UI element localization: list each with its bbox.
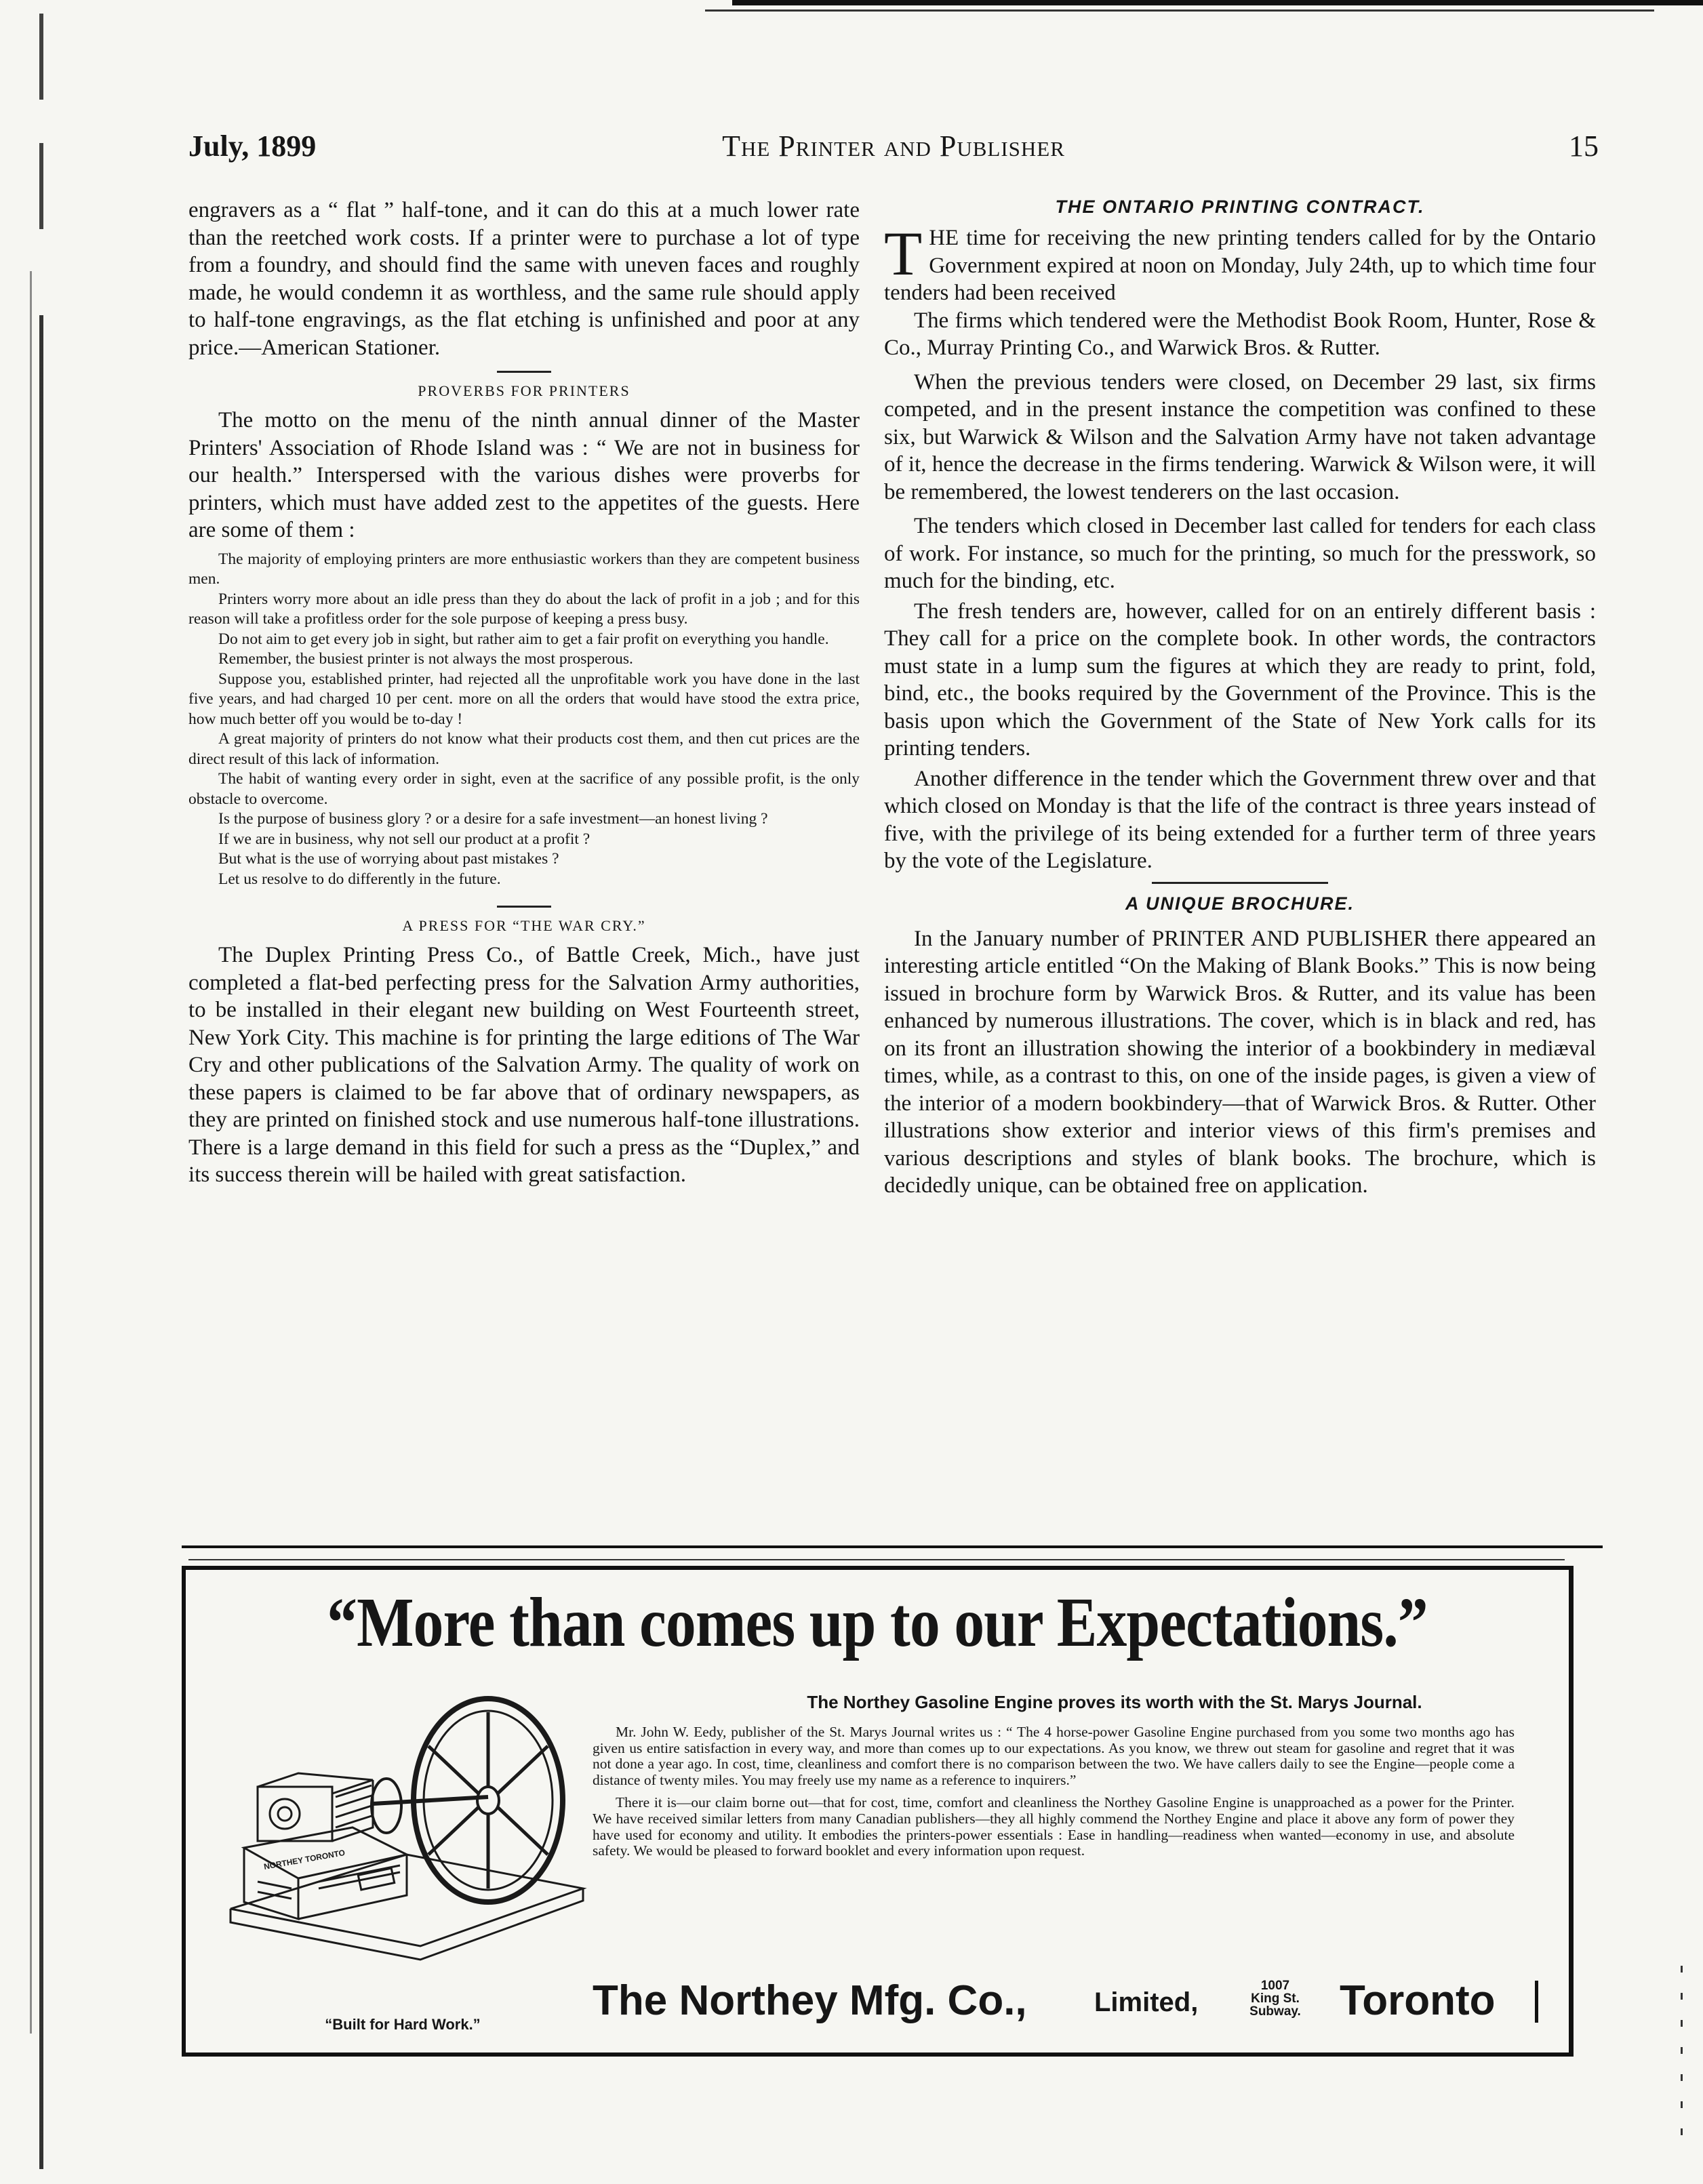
proverb-item: The majority of employing printers are more enthusiastic workers than they are competent business men. — [188, 550, 860, 588]
brochure-paragraph: In the January number of PRINTER AND PUBLISHER there appeared an interesting article entitled “On the Making of Blank Books.” This is now being issued in brochure form by Warwick Bros. & Rutter, and its value has been enhanced by numerous illustrations. The cover, which is in black and red, has on its front an illustration showing the interior of a bookbindery in mediæval times, while, as a contrast to this, on one of the inside pages, is given a view of the interior of a modern bookbindery—that of Warwick Bros. & Rutter. Other illustrations show exterior and interior views of this firm's premises and various descriptions and styles of blank books. The brochure, which is decidedly unique, can be obtained free on application. — [884, 926, 1596, 1198]
war-cry-heading: A PRESS FOR “THE WAR CRY.” — [402, 917, 646, 934]
proverb-item: Is the purpose of business glory ? or a desire for a safe investment—an honest living ? — [218, 810, 768, 828]
ontario-first-text: HE time for receiving the new printing tenders called for by the Ontario Government expired at noon on Monday, July 24th, up to which time four tenders had been received — [884, 226, 1596, 305]
company-name: The Northey Mfg. Co., — [593, 1977, 1027, 2024]
ad-top-rule — [188, 1559, 1565, 1560]
address-number: 1007 — [1260, 1979, 1290, 1993]
section-divider — [497, 906, 551, 908]
brochure-heading: A UNIQUE BROCHURE. — [1125, 893, 1355, 914]
scan-edge-top-thin — [705, 9, 1654, 12]
ad-copy — [593, 1724, 1515, 1866]
ontario-heading: THE ONTARIO PRINTING CONTRACT. — [1055, 197, 1425, 217]
company-suffix: Limited, — [1094, 1987, 1199, 2017]
proverb-item: A great majority of printers do not know what their products cost them, and then cut prices are the direct result of this lack of information. — [188, 730, 860, 768]
engine-caption: “Built for Hard Work.” — [325, 2016, 481, 2033]
address-street: King St. — [1251, 1991, 1300, 2006]
proverb-item: The habit of wanting every order in sight, even at the sacrifice of any possible profit, is the only obstacle to overcome. — [188, 770, 860, 808]
ontario-paragraph: The tenders which closed in December last called for tenders for each class of work. For instance, so much for the printing, so much for the presswork, so much for the binding, etc. — [884, 514, 1596, 593]
section-divider — [497, 371, 551, 373]
drop-cap: T — [884, 219, 923, 288]
scan-edge-left-thin — [30, 271, 32, 2034]
company-address — [1238, 1979, 1313, 2018]
ontario-paragraph: The firms which tendered were the Methodist Book Room, Hunter, Rose & Co., Murray Printing Co., and Warwick Bros. & Rutter. — [884, 308, 1596, 360]
gasoline-engine-icon — [217, 1685, 597, 1970]
proverb-item: If we are in business, why not sell our product at a profit ? — [218, 830, 590, 848]
ontario-paragraph: When the previous tenders were closed, on December 29 last, six firms competed, and in the present instance the competition was confined to these six, but Warwick & Wilson and the Salvation Army have not taken advantage of it, hence the decrease in the firms tendering. Warwick & Wilson were, it will be remembered, the lowest tenderers on the last occasion. — [884, 369, 1596, 504]
proverb-item: Printers worry more about an idle press than they do about the lack of profit in a job ; and for this reason will take a profitless order for the sole purpose of keeping a press busy. — [188, 590, 860, 628]
proverbs-list — [188, 550, 860, 890]
company-line — [593, 1977, 1555, 2031]
proverb-item: But what is the use of worrying about past mistakes ? — [218, 850, 559, 868]
right-column — [884, 197, 1596, 1200]
scan-edge-right — [1681, 1966, 1683, 2156]
issue-date: July, 1899 — [188, 129, 317, 163]
running-header — [188, 129, 1599, 169]
left-column — [188, 197, 860, 1189]
ad-headline: “More than comes up to our Expectations.” — [327, 1583, 1428, 1661]
proverbs-heading: PROVERBS FOR PRINTERS — [418, 382, 630, 399]
page-divider — [182, 1545, 1603, 1548]
ad-claim: There it is—our claim borne out—that for cost, time, comfort and cleanliness the Northey Gasoline Engine is unapproached as a power for the Printer. We have received similar letters from many Canadian publishers—they all highly commend the Northey Engine and place it above any form of power they have used for economy and utility. It embodies the printers-power essentials : Ease in handling—readiness when wanted—economy in use, and absolute safety. We would be pleased to forward booklet and every information upon request. — [593, 1794, 1515, 1859]
scan-edge-top — [732, 0, 1703, 5]
section-divider — [1152, 882, 1328, 884]
engine-label: NORTHEY TORONTO — [263, 1848, 346, 1872]
page-number: 15 — [1569, 129, 1599, 163]
proverb-item: Let us resolve to do differently in the future. — [218, 870, 501, 888]
engine-nameplate — [263, 1848, 346, 1872]
company-city: Toronto — [1340, 1977, 1496, 2024]
proverb-item: Do not aim to get every job in sight, but rather aim to get a fair profit on everything you handle. — [218, 630, 829, 648]
ad-testimonial: Mr. John W. Eedy, publisher of the St. Marys Journal writes us : “ The 4 horse-power Gasoline Engine purchased from you some two months ago has given us entire satisfaction in every way, and more than comes up to our expectations. As you know, we threw out steam for gasoline and regret that it was not done a year ago. In cost, time, cleanliness and comfort there is no comparison between the two. We have callers daily to see the Engine—people come a distance of twenty miles. You may freely use my name as a reference to inquirers.” — [593, 1724, 1515, 1788]
ontario-first-paragraph — [884, 219, 1596, 307]
ad-end-bar — [1535, 1981, 1538, 2023]
publication-title: The Printer and Publisher — [722, 129, 1065, 163]
ontario-paragraph: The fresh tenders are, however, called for on an entirely different basis : They call for a price on the complete book. In other words, the contractors must state in a lump sum the figures at which they are ready to print, fold, bind, etc., the books required by the Government of the Province. This is the basis upon which the Government of the State of New York calls for its printing tenders. — [884, 599, 1596, 761]
proverb-item: Suppose you, established printer, had rejected all the unprofitable work you have done in the last five years, and had charged 10 per cent. more on all the orders that would have stood the extra price, how much better off you would be to-day ! — [188, 670, 860, 728]
northey-advertisement — [182, 1566, 1574, 2057]
war-cry-paragraph: The Duplex Printing Press Co., of Battle Creek, Mich., have just completed a flat-bed perfecting press for the Salvation Army authorities, to be installed in their elegant new building on West Fourteenth street, New York City. This machine is for printing the large editions of The War Cry and other publications of the Salvation Army. The quality of work on these papers is claimed to be far above that of ordinary newspapers, as they are printed on finished stock and use numerous half-tone illustrations. There is a large demand in this field for such a press as the “Duplex,” and its success therein will be hailed with great satisfaction. — [188, 943, 860, 1187]
proverbs-intro: The motto on the menu of the ninth annual dinner of the Master Printers' Association of Rhode Island was : “ We are not in business for our health.” Interspersed with the various dishes were proverbs for printers, which must have added zest to the appetites of the guests. Here are some of them : — [188, 408, 860, 542]
address-subway: Subway. — [1249, 2004, 1301, 2019]
ontario-paragraph: Another difference in the tender which the Government threw over and that which closed on Monday is that the life of the contract is three years instead of five, with the privilege of its being extended for a further term of three years by the vote of the Legislature. — [884, 766, 1596, 873]
ad-subheadline: The Northey Gasoline Engine proves its worth with the St. Marys Journal. — [807, 1692, 1422, 1712]
stationer-paragraph: engravers as a “ flat ” half-tone, and it can do this at a much lower rate than the reetched work costs. If a printer were to purchase a lot of type from a foundry, and should find the same with uneven faces and roughly made, he would condemn it as worthless, and the same rule should apply to half-tone engravings, as the flat etching is unfinished and poor at any price.—American Stationer. — [188, 198, 860, 360]
scan-edge-left — [39, 14, 43, 2169]
proverb-item: Remember, the busiest printer is not always the most prosperous. — [218, 650, 633, 668]
